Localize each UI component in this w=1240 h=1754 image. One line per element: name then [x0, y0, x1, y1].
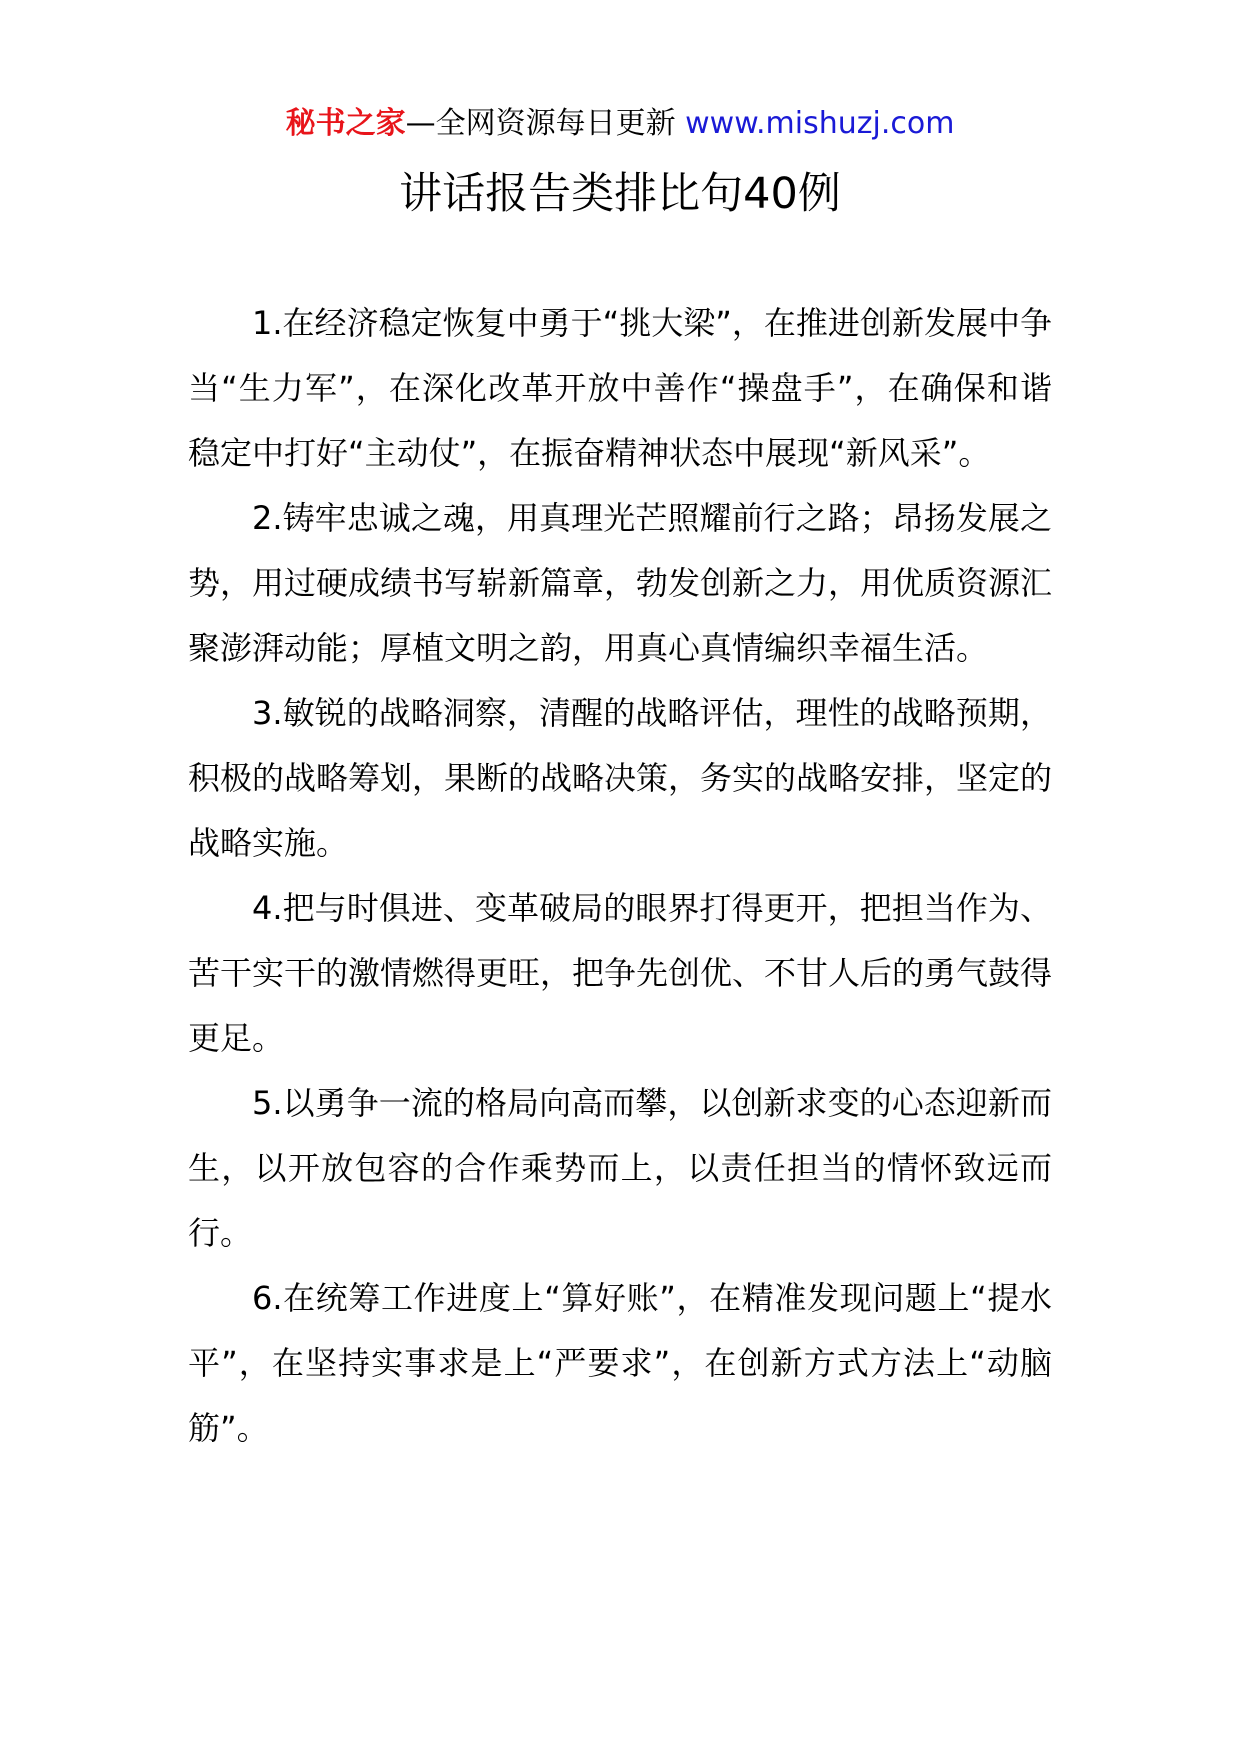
document-title: 讲话报告类排比句40例: [399, 169, 841, 219]
paragraph-2: 2.铸牢忠诚之魂，用真理光芒照耀前行之路；昂扬发展之势，用过硬成绩书写崭新篇章，勃发创新之力，用优质资源汇聚澎湃动能；厚植文明之韵，用真心真情编织幸福生活。: [188, 499, 1053, 667]
site-url-link[interactable]: www.mishuzj.com: [685, 106, 955, 141]
document-body: [188, 291, 1052, 1461]
brand-name: 秘书之家: [285, 106, 406, 141]
site-header: [0, 100, 1240, 148]
paragraph-5: 5.以勇争一流的格局向高而攀，以创新求变的心态迎新而生，以开放包容的合作乘势而上，以责任担当的情怀致远而行。: [188, 1084, 1052, 1252]
paragraph-1: 1.在经济稳定恢复中勇于“挑大梁”，在推进创新发展中争当“生力军”，在深化改革开放中善作“操盘手”，在确保和谐稳定中打好“主动仗”，在振奋精神状态中展现“新风采”。: [188, 304, 1052, 472]
header-tagline: —全网资源每日更新: [405, 106, 676, 141]
paragraph-6: 6.在统筹工作进度上“算好账”，在精准发现问题上“提水平”，在坚持实事求是上“严要求”，在创新方式方法上“动脑筋”。: [188, 1279, 1052, 1447]
paragraph-3: 3.敏锐的战略洞察，清醒的战略评估，理性的战略预期，积极的战略筹划，果断的战略决策，务实的战略安排，坚定的战略实施。: [188, 694, 1053, 862]
paragraph-4: 4.把与时俱进、变革破局的眼界打得更开，把担当作为、苦干实干的激情燃得更旺，把争先创优、不甘人后的勇气鼓得更足。: [188, 889, 1053, 1057]
